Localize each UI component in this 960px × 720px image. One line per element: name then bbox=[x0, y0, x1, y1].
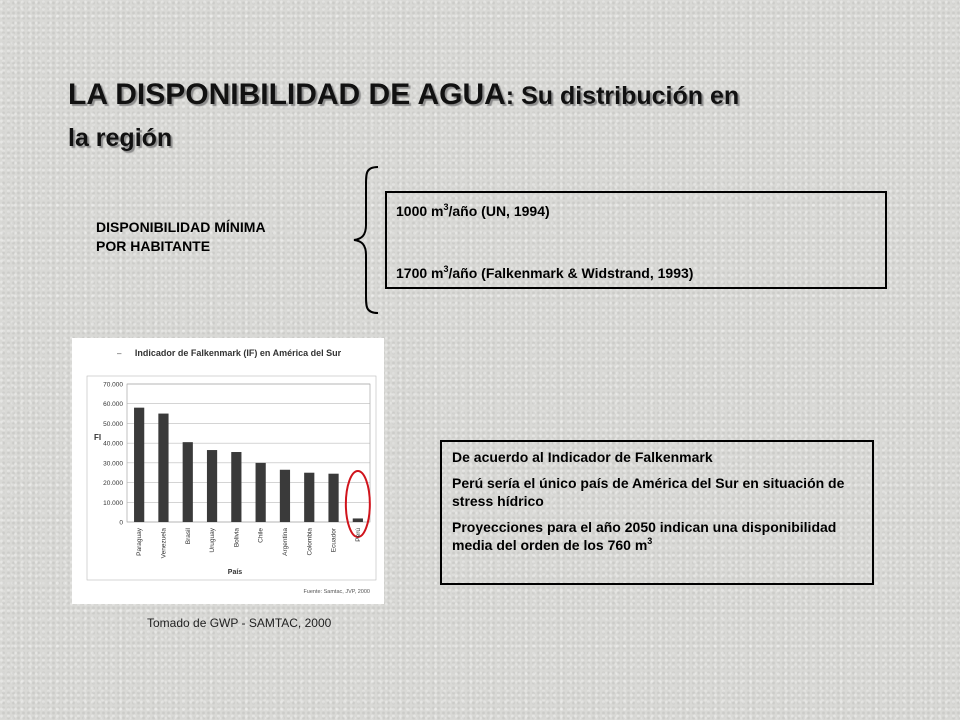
bar-ecuador bbox=[328, 474, 338, 522]
title-main: LA DISPONIBILIDAD DE AGUA bbox=[68, 78, 506, 111]
y-tick-label: 10.000 bbox=[103, 499, 123, 507]
chart-xlabel: País bbox=[227, 569, 243, 576]
x-tick-label: Chile bbox=[257, 528, 265, 543]
item1-superscript: 3 bbox=[443, 202, 449, 212]
title-sub-line1: : Su distribución en bbox=[505, 82, 740, 110]
availability-item-un bbox=[396, 203, 550, 219]
y-tick-label: 20.000 bbox=[103, 480, 123, 488]
x-tick-label: Ecuador bbox=[330, 528, 338, 553]
x-tick-label: Paraguay bbox=[136, 528, 144, 556]
bar-paraguay bbox=[134, 408, 144, 522]
bar-colombia bbox=[304, 473, 314, 522]
x-tick-label: Argentina bbox=[281, 528, 289, 556]
availability-label bbox=[96, 218, 266, 256]
curly-brace-icon bbox=[350, 165, 384, 315]
highlight-circle bbox=[346, 471, 370, 537]
bar-perú bbox=[353, 518, 363, 522]
item2-superscript: 3 bbox=[443, 264, 449, 274]
x-tick-label: Perú bbox=[354, 528, 362, 542]
bar-brasil bbox=[183, 442, 193, 522]
y-tick-label: 50.000 bbox=[103, 420, 123, 428]
x-tick-label: Colombia bbox=[306, 528, 314, 556]
y-tick-label: 40.000 bbox=[103, 440, 123, 448]
item1-source: /año (UN, 1994) bbox=[448, 203, 550, 219]
chart-panel bbox=[72, 338, 384, 604]
bar-bolivia bbox=[231, 452, 241, 522]
item1-value: 1000 m bbox=[396, 203, 444, 219]
x-tick-label: Venezuela bbox=[160, 528, 168, 559]
y-tick-label: 60.000 bbox=[103, 401, 123, 409]
falkenmark-bar-chart bbox=[72, 338, 384, 604]
chart-title: Indicador de Falkenmark (IF) en América del Sur bbox=[134, 348, 342, 358]
availability-item-falkenmark bbox=[396, 265, 693, 281]
y-tick-label: 30.000 bbox=[103, 460, 123, 468]
chart-corner-mark: – bbox=[117, 349, 122, 358]
note-projection-text: Proyecciones para el año 2050 indican una disponibilidad media del orden de los 760 m bbox=[452, 519, 837, 553]
note-indicator: De acuerdo al Indicador de Falkenmark bbox=[452, 449, 713, 465]
item2-source: /año (Falkenmark & Widstrand, 1993) bbox=[448, 265, 694, 281]
falkenmark-notes-box bbox=[440, 440, 874, 585]
chart-source: Fuente: Samtac, JVP, 2000 bbox=[303, 589, 370, 595]
availability-label-line2: POR HABITANTE bbox=[96, 238, 211, 254]
title-sub-line2: la región bbox=[68, 124, 173, 152]
x-tick-label: Uruguay bbox=[209, 528, 217, 553]
figure-caption: Tomado de GWP - SAMTAC, 2000 bbox=[147, 616, 332, 630]
bar-argentina bbox=[280, 470, 290, 522]
bar-venezuela bbox=[158, 414, 168, 522]
bar-chile bbox=[256, 463, 266, 522]
x-tick-label: Brasil bbox=[184, 528, 192, 545]
x-tick-label: Bolivia bbox=[233, 528, 241, 548]
item2-value: 1700 m bbox=[396, 265, 444, 281]
slide-title bbox=[68, 76, 928, 161]
chart-ylabel: FI bbox=[94, 433, 102, 442]
y-tick-label: 70.000 bbox=[103, 381, 123, 389]
availability-label-line1: DISPONIBILIDAD MÍNIMA bbox=[96, 219, 266, 235]
note-projection-superscript: 3 bbox=[647, 536, 653, 546]
y-tick-label: 0 bbox=[119, 519, 123, 527]
availability-box bbox=[385, 191, 887, 289]
note-peru-stress: Perú sería el único país de América del Sur en situación de stress hídrico bbox=[452, 475, 845, 509]
note-projection bbox=[452, 518, 862, 554]
bar-uruguay bbox=[207, 450, 217, 522]
